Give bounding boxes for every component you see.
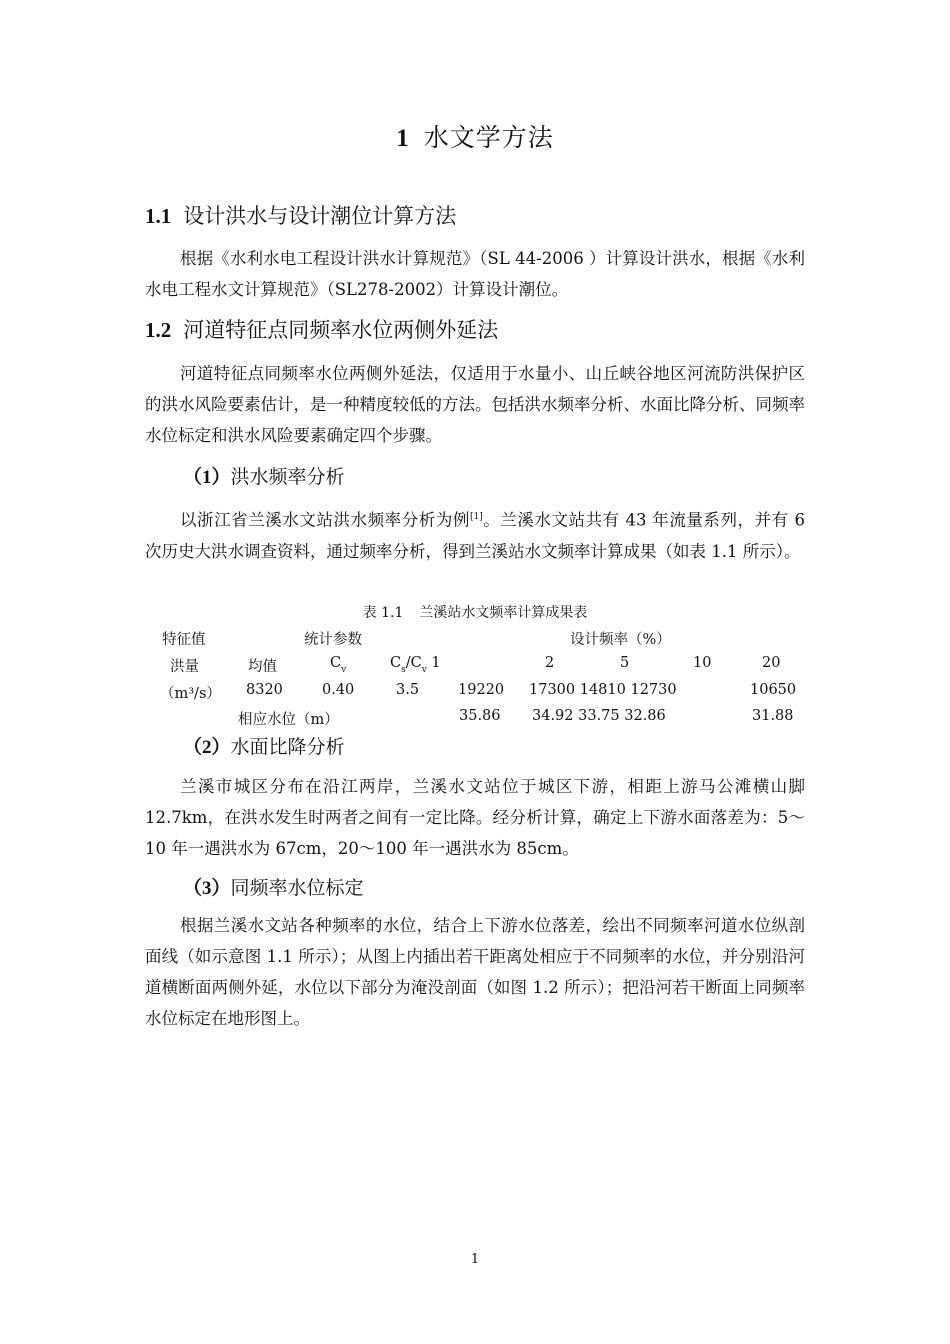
section-heading-1-2 — [145, 314, 498, 344]
subsection-number: （1） — [183, 467, 231, 488]
table-cell-level-3: 31.88 — [752, 708, 794, 724]
subsection-title: 水面比降分析 — [230, 736, 345, 758]
cv-subscript: v — [341, 665, 347, 675]
section-number: 1.2 — [145, 318, 172, 342]
paragraph-frequency-analysis — [145, 502, 805, 567]
table-header-freq-2: 2 — [545, 655, 555, 671]
table-header-stats: 统计参数 — [304, 632, 362, 648]
table-cell-cv: 0.40 — [322, 682, 355, 698]
table-cell-flow-3: 10650 — [750, 682, 797, 698]
subsection-heading-3 — [183, 873, 364, 900]
table-cell-level-2: 34.92 33.75 32.86 — [532, 708, 666, 724]
subsection-title: 洪水频率分析 — [230, 466, 345, 488]
section-title: 河道特征点同频率水位两侧外延法 — [183, 318, 499, 342]
cs-subscript: s — [401, 665, 406, 675]
table-cell-cscv: 3.5 — [396, 682, 420, 698]
table-cell-unit: （m³/s） — [160, 686, 221, 702]
cscv-slash: /C — [405, 655, 422, 671]
cscv-one: 1 — [426, 655, 441, 671]
cv-subscript: v — [421, 665, 427, 675]
cv-symbol: C — [330, 655, 342, 671]
table-caption — [0, 602, 950, 622]
section-title: 设计洪水与设计潮位计算方法 — [183, 204, 457, 228]
table-header-freq-5: 5 — [620, 655, 630, 671]
table-header-flood: 洪量 — [170, 659, 199, 675]
chapter-title: 水文学方法 — [423, 123, 554, 152]
table-caption-label: 表 1.1 — [362, 605, 404, 621]
table-header-mean: 均值 — [248, 659, 277, 675]
table-header-feature: 特征值 — [162, 632, 206, 648]
subsection-heading-1 — [183, 462, 345, 489]
paragraph-level-calibration: 根据兰溪水文站各种频率的水位，结合上下游水位落差，绘出不同频率河道水位纵剖面线（如示意图 1.1 所示）；从图上内插出若干距离处相应于不同频率的水位，并分别沿河道横断面两侧外延，水位以下部分为淹没剖面（如图 1.2 所示）；把沿河若干断面上同频率水位标定在地形图上。 — [145, 916, 805, 1028]
paragraph-slope-analysis: 兰溪市城区分布在沿江两岸，兰溪水文站位于城区下游，相距上游马公滩横山脚 12.7km，在洪水发生时两者之间有一定比降。经分析计算，确定上下游水面落差为：5～10 年一遇洪水为 67cm，20～100 年一遇洪水为 85cm。 — [145, 777, 805, 858]
table-cell-flow-1: 19220 — [458, 682, 505, 698]
subsection-number: （2） — [183, 737, 231, 758]
table-header-design: 设计频率（%） — [570, 632, 671, 648]
paragraph-text: 以浙江省兰溪水文站洪水频率分析为例 — [180, 510, 470, 530]
table-header-freq-10: 10 — [693, 655, 712, 671]
subsection-heading-2 — [183, 732, 345, 759]
table-cell-flow-2: 17300 14810 12730 — [529, 682, 677, 698]
citation-ref: [1] — [469, 512, 483, 522]
chapter-heading — [0, 118, 950, 154]
subsection-number: （3） — [183, 878, 231, 899]
cs-symbol: C — [390, 655, 402, 671]
section-number: 1.1 — [145, 204, 172, 228]
paragraph-design-flood: 根据《水利水电工程设计洪水计算规范》（SL 44-2006 ）计算设计洪水，根据《水利水电工程水文计算规范》（SL278-2002）计算设计潮位。 — [145, 249, 805, 299]
table-cell-level-label: 相应水位（m） — [238, 712, 339, 728]
paragraph-method-intro: 河道特征点同频率水位两侧外延法，仅适用于水量小、山丘峡谷地区河流防洪保护区的洪水风险要素估计，是一种精度较低的方法。包括洪水频率分析、水面比降分析、同频率水位标定和洪水风险要素确定四个步骤。 — [145, 364, 805, 445]
table-header-cv — [330, 655, 347, 675]
table-caption-title: 兰溪站水文频率计算成果表 — [419, 605, 588, 621]
table-header-cscv — [390, 655, 441, 675]
section-heading-1-1 — [145, 200, 456, 230]
table-cell-mean: 8320 — [246, 682, 283, 698]
chapter-number: 1 — [396, 125, 410, 152]
table-header-freq-20: 20 — [762, 655, 781, 671]
paragraph-text: 。兰溪水文站共有 43 年流量系列，并有 6 次历史大洪水调查资料，通过频率分析，得到兰溪站水文频率计算成果（如表 1.1 所示）。 — [145, 510, 806, 561]
page-number: 1 — [470, 1252, 480, 1267]
subsection-title: 同频率水位标定 — [230, 877, 364, 899]
table-cell-level-1: 35.86 — [459, 708, 501, 724]
